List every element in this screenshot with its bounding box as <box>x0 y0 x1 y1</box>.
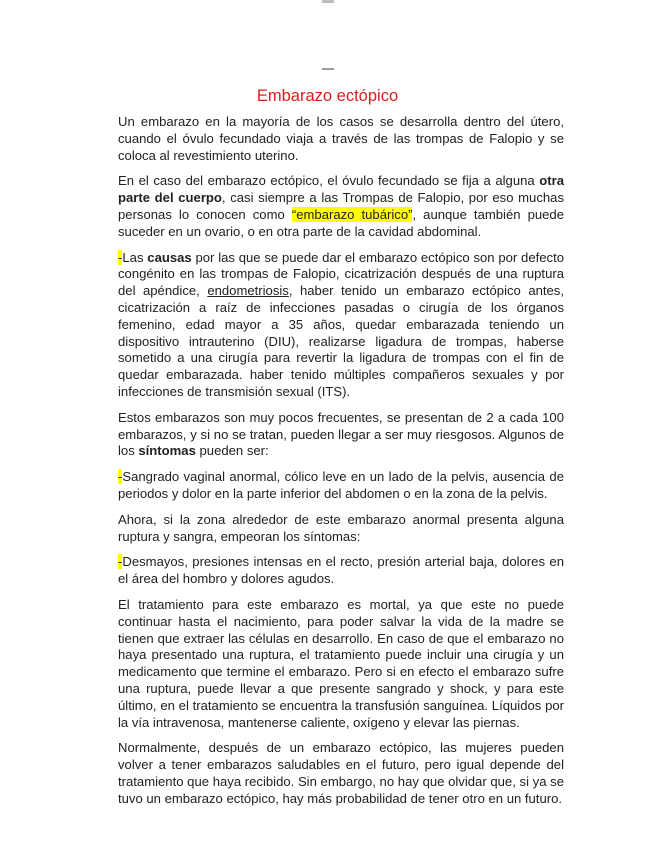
list-marker: - <box>118 469 123 485</box>
paragraph-frequency: Estos embarazos son muy pocos frecuentes, se presentan de 2 a cada 100 embarazos, y si no se tratan, pueden llegar a ser muy riesgosos. Algunos de los síntomas pueden ser: <box>118 409 564 459</box>
paragraph-rupture: Ahora, si la zona alrededor de este embarazo anormal presenta alguna ruptura y sangra, empeoran los síntomas: <box>118 511 564 544</box>
page-title: Embarazo ectópico <box>256 87 399 105</box>
paragraph-worse-symptoms: -Desmayos, presiones intensas en el recto, presión arterial baja, dolores en el área del hombro y dolores agudos. <box>118 554 564 587</box>
paragraph-intro: Un embarazo en la mayoría de los casos se desarrolla dentro del útero, cuando el óvulo fecundado viaja a través de las trompas de Falopio y se coloca al revestimiento uterino. <box>118 114 564 163</box>
bold-phrase: síntomas <box>138 443 196 459</box>
paragraph-symptoms: -Sangrado vaginal anormal, cólico leve en un lado de la pelvis, ausencia de periodos y dolor en la parte inferior del abdomen o en la zona de la pelvis. <box>118 469 564 501</box>
paragraph-ectopic-definition: En el caso del embarazo ectópico, el óvulo fecundado se fija a alguna otra parte del cuerpo, casi siempre a las Trompas de Falopio, por eso muchas personas lo conocen como “embarazo tubárico”, aunque también puede suceder en un ovario, o en otra parte de la cavidad abdominal. <box>118 173 565 239</box>
header-dash <box>322 68 334 70</box>
paragraph-treatment: El tratamiento para este embarazo es mortal, ya que este no puede continuar hasta el nacimiento, para poder salvar la vida de la madre se tienen que extraer las células en desarrollo. En caso de que el embarazo no haya presentado una ruptura, el tratamiento puede incluir una cirugía y un medicamento que termine el embarazo. Pero si en efecto el embarazo sufre una ruptura, puede llevar a que presente sangrado y shock, y para este último, en el tratamiento se encuentra la transfusión sanguínea. Líquidos por la vía intravenosa, mantenerse caliente, oxígeno y elevar las piernas. <box>118 596 564 730</box>
bold-phrase: otra parte del cuerpo <box>118 173 564 206</box>
list-marker: - <box>118 554 123 570</box>
paragraph-causes: -Las causas por las que se puede dar el embarazo ectópico son por defecto congénito en las trompas de Falopio, cicatrización después de una ruptura del apéndice, endometriosis, haber tenido un embarazo ectópico antes, cicatrización a raíz de infecciones pasadas o cirugía de los órganos femenino, edad mayor a 35 años, quedar embarazada teniendo un dispositivo intrauterino (DIU), realizarse ligadura de trompas, haberse sometido a una cirugía para revertir la ligadura de trompas con el fin de quedar embarazada. haber tenido múltiples compañeros sexuales y por infecciones de transmisión sexual (ITS). <box>118 249 565 399</box>
highlighted-phrase: “embarazo tubárico” <box>291 206 413 222</box>
bold-phrase: causas <box>147 249 192 265</box>
document-body <box>118 114 564 816</box>
list-marker: - <box>118 249 123 265</box>
underlined-term: endometriosis <box>207 283 289 299</box>
paragraph-outlook: Normalmente, después de un embarazo ectópico, las mujeres pueden volver a tener embarazos saludables en el futuro, pero igual depende del tratamiento que haya recibido. Sin embargo, no hay que olvidar que, si ya se tuvo un embarazo ectópico, hay más probabilidad de tener otro en un futuro. <box>118 740 564 806</box>
page-top-mark <box>322 0 334 3</box>
